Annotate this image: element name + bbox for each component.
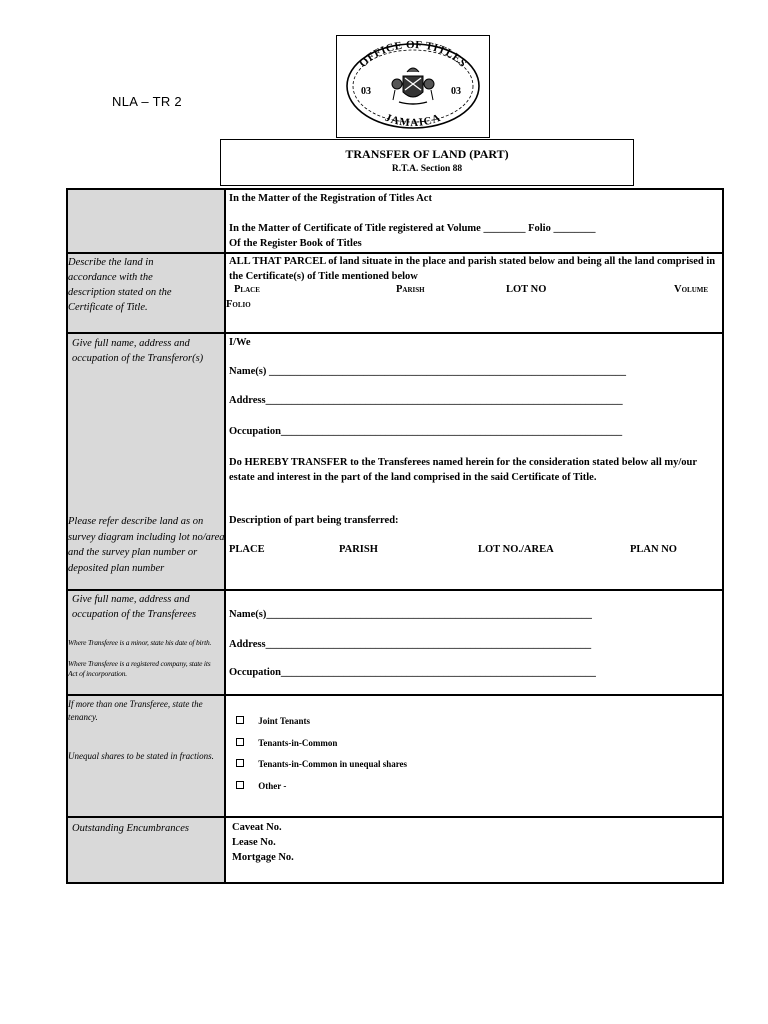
checkbox-icon[interactable] <box>236 738 244 746</box>
transferor-content-cell <box>226 334 722 589</box>
encumbrances-row <box>68 818 722 882</box>
transferor-label: Give full name, address and occupation of the Transferor(s) <box>72 338 204 364</box>
minor-note: Where Transferee is a minor, state his date of birth. <box>68 638 212 647</box>
transferee-label-cell <box>68 591 226 694</box>
form-title-box <box>220 139 634 186</box>
tenancy-content-cell <box>226 696 722 816</box>
land-description-label: Describe the land in accordance with the description stated on the Certificate of Title. <box>68 257 172 313</box>
unequal-shares-label: Unequal shares to be stated in fractions. <box>68 751 214 761</box>
certificate-volume-folio-line[interactable]: In the Matter of Certificate of Title registered at Volume ________ Folio ________ <box>229 223 596 234</box>
seal-top-text: OFFICE OF TITLES <box>357 40 469 70</box>
folio-header: Folio <box>226 299 251 310</box>
parish-header: Parish <box>396 284 425 295</box>
land-description-label-cell <box>68 254 226 332</box>
place-header: Place <box>234 284 260 295</box>
survey-diagram-note: Please refer describe land as on survey diagram including lot no/area and the survey plan number or deposited plan number <box>68 516 225 574</box>
place-header: PLACE <box>229 544 265 555</box>
parcel-text: ALL THAT PARCEL of land situate in the place and parish stated below and being all the land comprised in the Certificate(s) of Title mentioned below <box>229 256 716 282</box>
lot-no-header: LOT NO <box>506 284 547 295</box>
transferee-content-cell <box>226 591 722 694</box>
parish-header: PARISH <box>339 544 378 555</box>
tenancy-option[interactable] <box>236 759 407 769</box>
tenancy-option-label: Other - <box>258 781 287 791</box>
form-code: NLA – TR 2 <box>112 94 182 109</box>
checkbox-icon[interactable] <box>236 716 244 724</box>
svg-text:OFFICE OF TITLES <box>357 40 469 70</box>
encumbrances-label-cell <box>68 818 226 882</box>
transferee-label: Give full name, address and occupation of the Transferees <box>72 594 197 620</box>
tenancy-option[interactable] <box>236 738 337 748</box>
registration-row <box>68 190 722 254</box>
tenancy-option-label: Tenants-in-Common <box>258 738 338 748</box>
transferor-address-field[interactable]: Address____________________________________________________________________ <box>229 395 623 406</box>
tenancy-option[interactable] <box>236 781 286 791</box>
tenancy-option-label: Joint Tenants <box>258 716 311 726</box>
seal-right-number: 03 <box>451 86 461 97</box>
encumbrances-content-cell <box>226 818 722 882</box>
form-title: TRANSFER OF LAND (PART) <box>345 147 509 161</box>
lot-area-header: LOT NO./AREA <box>478 544 554 555</box>
land-description-row <box>68 254 722 334</box>
tenancy-option[interactable] <box>236 716 310 726</box>
company-note: Where Transferee is a registered company, state its Act of incorporation. <box>68 659 211 678</box>
land-description-content-cell <box>226 254 722 332</box>
seal-bottom-text: JAMAICA <box>383 111 443 130</box>
transferor-label-cell <box>68 334 226 589</box>
registration-content-cell <box>226 190 722 252</box>
lease-no-field[interactable]: Lease No. <box>232 837 276 848</box>
i-we-label: I/We <box>229 337 251 348</box>
plan-no-header: PLAN NO <box>630 544 677 555</box>
checkbox-icon[interactable] <box>236 759 244 767</box>
registration-act-line: In the Matter of the Registration of Titles Act <box>229 193 432 204</box>
tenancy-label: If more than one Transferee, state the tenancy. <box>68 699 203 722</box>
tenancy-row <box>68 696 722 818</box>
transfer-form-table <box>66 188 724 884</box>
transferor-row <box>68 334 722 591</box>
transferee-name-field[interactable]: Name(s)______________________________________________________________ <box>229 609 592 620</box>
coat-of-arms-icon <box>392 68 434 104</box>
description-of-part-label: Description of part being transferred: <box>229 515 399 526</box>
seal-graphic <box>341 40 485 133</box>
encumbrances-label: Outstanding Encumbrances <box>72 823 189 834</box>
office-of-titles-seal <box>336 35 490 138</box>
transferee-address-field[interactable]: Address______________________________________________________________ <box>229 639 592 650</box>
tenancy-option-label: Tenants-in-Common in unequal shares <box>258 759 408 769</box>
caveat-no-field[interactable]: Caveat No. <box>232 822 282 833</box>
register-book-line: Of the Register Book of Titles <box>229 238 362 249</box>
transferee-row <box>68 591 722 696</box>
hereby-transfer-text: Do HEREBY TRANSFER to the Transferees named herein for the consideration stated below all my/our estate and interest in the part of the land comprised in the said Certificate of Title. <box>229 457 697 483</box>
transferee-occupation-field[interactable]: Occupation____________________________________________________________ <box>229 667 596 678</box>
registration-label-cell <box>68 190 226 252</box>
form-subtitle: R.T.A. Section 88 <box>391 164 463 174</box>
transferor-occupation-field[interactable]: Occupation_________________________________________________________________ <box>229 426 623 437</box>
seal-left-number: 03 <box>361 86 371 97</box>
transferor-name-field[interactable]: Name(s) ____________________________________________________________________ <box>229 366 626 377</box>
checkbox-icon[interactable] <box>236 781 244 789</box>
mortgage-no-field[interactable]: Mortgage No. <box>232 852 294 863</box>
tenancy-label-cell <box>68 696 226 816</box>
volume-header: Volume <box>674 284 709 295</box>
